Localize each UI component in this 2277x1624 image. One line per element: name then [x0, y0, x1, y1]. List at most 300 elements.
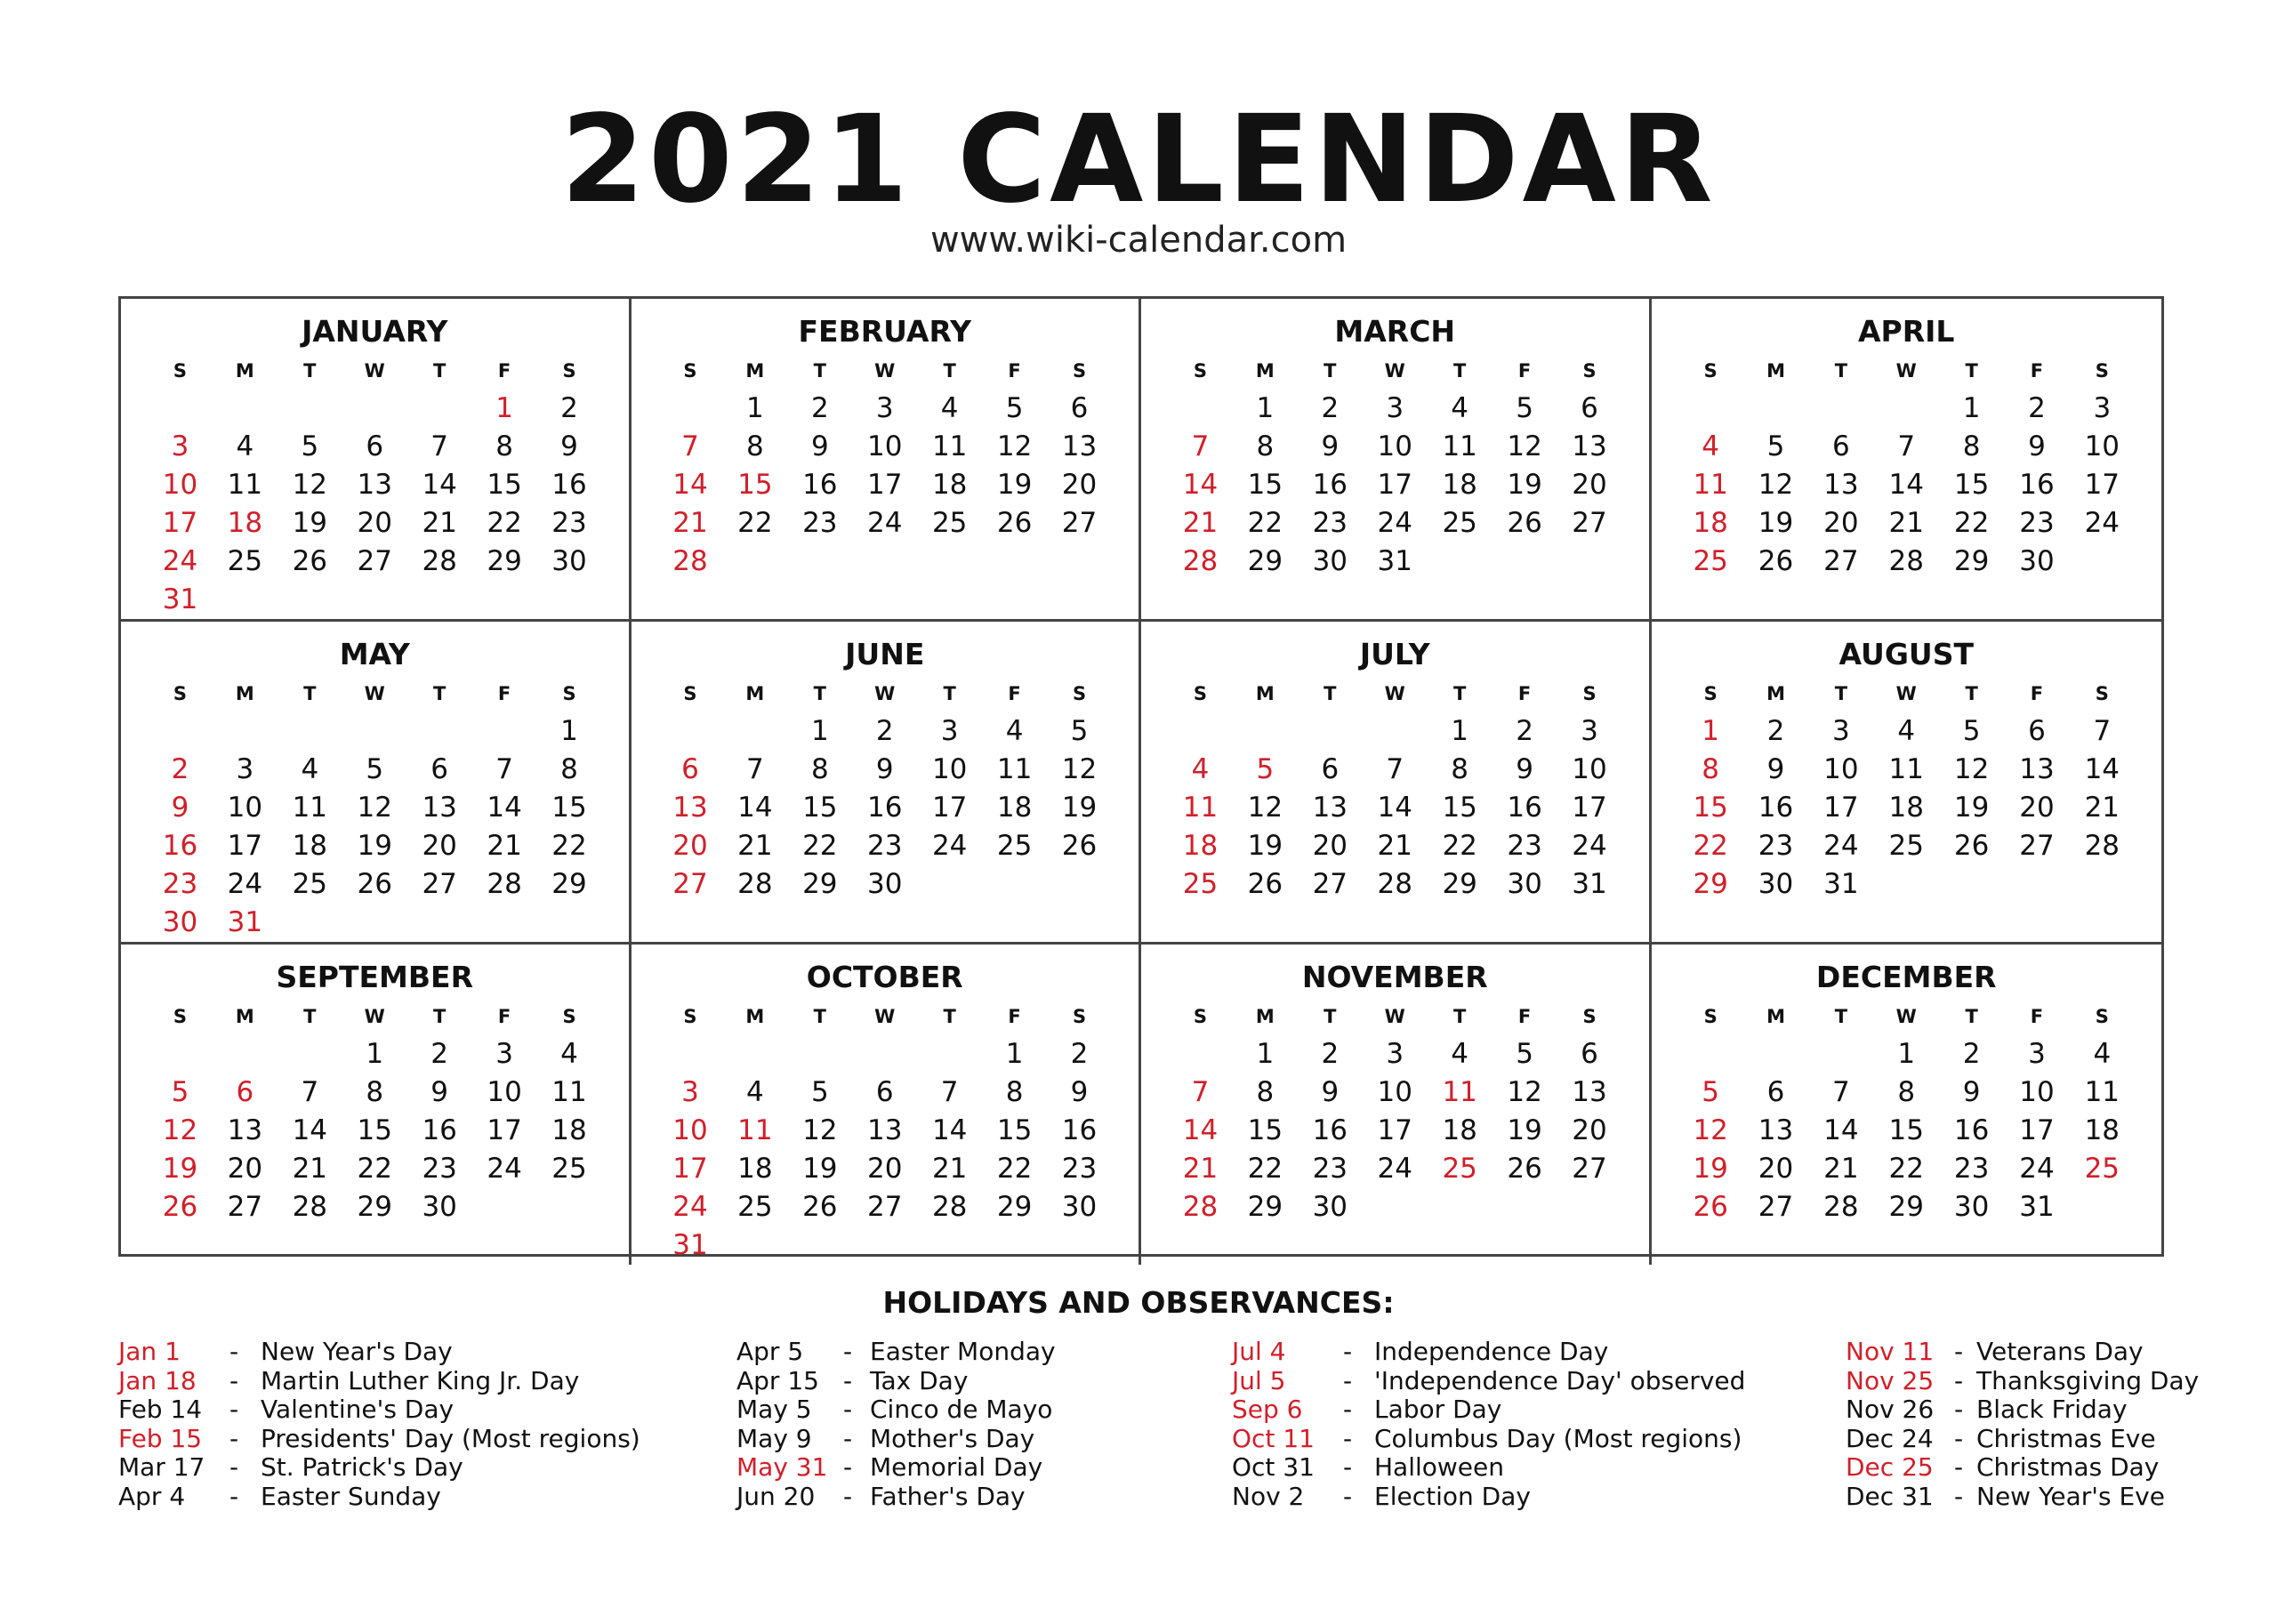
day-cell: 27 [227, 1191, 263, 1223]
week-row [148, 1150, 602, 1188]
day-cell: 10 [1377, 1076, 1412, 1108]
week-row [658, 390, 1113, 428]
weekday-label: M [745, 683, 765, 704]
month-october [632, 945, 1142, 1265]
day-cell: 16 [1061, 1114, 1098, 1146]
day-cell: 26 [1061, 830, 1098, 862]
day-cell: 21 [1823, 1153, 1859, 1185]
weekday-label: W [874, 360, 896, 382]
holiday-name: Tax Day [870, 1365, 969, 1395]
day-cell: 2 [430, 1038, 449, 1070]
holiday-name: Columbus Day (Most regions) [1374, 1423, 1742, 1453]
holiday-name: 'Independence Day' observed [1374, 1365, 1746, 1395]
holiday-name: Halloween [1374, 1452, 1505, 1482]
week-row [148, 865, 602, 904]
day-cell: 1 [560, 715, 578, 747]
day-cell: 12 [1953, 753, 1990, 785]
day-cell: 14 [422, 469, 457, 501]
day-cell: 13 [227, 1114, 263, 1146]
day-cell: 9 [810, 430, 829, 462]
weekday-label: T [1453, 360, 1467, 382]
weekday-label: W [1384, 360, 1405, 382]
day-cell: 13 [672, 792, 708, 824]
week-row [1168, 1112, 1622, 1150]
day-cell: 20 [227, 1153, 263, 1185]
holiday-item [1232, 1395, 1745, 1425]
empty-day-cell [148, 390, 213, 428]
month-december [1652, 945, 2162, 1265]
day-cell: 23 [1507, 830, 1542, 862]
week-row [148, 504, 602, 543]
week-row [1678, 1035, 2136, 1073]
empty-day-cell [1678, 1035, 1743, 1073]
day-cell: 15 [551, 792, 587, 824]
day-cell: 1 [366, 1038, 384, 1070]
day-cell: 28 [737, 868, 773, 900]
day-cell: 15 [357, 1114, 392, 1146]
day-cell: 30 [867, 868, 903, 900]
day-cell: 31 [1572, 868, 1607, 900]
day-cell: 3 [1581, 715, 1598, 747]
holiday-name: Christmas Eve [1976, 1423, 2156, 1453]
day-cell: 2 [1321, 392, 1340, 424]
weekday-label: T [433, 1006, 447, 1027]
day-cell: 18 [1888, 792, 1924, 824]
day-cell: 8 [495, 430, 513, 462]
holiday-column [118, 1338, 640, 1511]
day-cell: 19 [1247, 830, 1283, 862]
day-cell: 30 [1953, 1191, 1990, 1223]
day-cell: 29 [1247, 1191, 1283, 1223]
day-cell: 11 [931, 430, 968, 462]
empty-day-cell [472, 904, 537, 942]
week-row [148, 428, 602, 466]
day-cell: 30 [422, 1191, 457, 1223]
month-may [121, 622, 632, 945]
week-row [1168, 751, 1622, 789]
weekday-label: M [1255, 1006, 1275, 1027]
day-cell: 18 [1182, 830, 1219, 862]
empty-day-cell [1428, 543, 1493, 581]
day-cell: 20 [1572, 1114, 1607, 1146]
day-cell: 14 [672, 469, 708, 501]
weekday-label: S [1193, 1006, 1208, 1027]
day-cell: 21 [292, 1153, 328, 1185]
day-cell: 16 [162, 830, 198, 862]
empty-day-cell [1557, 1188, 1622, 1226]
empty-day-cell [278, 1035, 342, 1073]
weekday-label: F [1008, 360, 1021, 382]
day-cell: 29 [1442, 868, 1477, 900]
day-cell: 22 [737, 507, 773, 539]
day-cell: 14 [292, 1114, 328, 1146]
holiday-date: May 31 [736, 1452, 828, 1482]
day-cell: 17 [1377, 469, 1412, 501]
day-cell: 27 [1823, 545, 1859, 577]
weekday-header [148, 681, 602, 712]
empty-day-cell [407, 581, 472, 619]
day-cell: 14 [1182, 469, 1219, 501]
holiday-item [118, 1395, 640, 1425]
week-row [1678, 1188, 2136, 1226]
day-cell: 5 [1516, 392, 1533, 424]
day-cell: 22 [357, 1153, 392, 1185]
weekday-label: S [173, 1006, 188, 1027]
day-cell: 27 [422, 868, 457, 900]
week-row [1168, 1073, 1622, 1112]
week-row [1678, 1150, 2136, 1188]
day-cell: 31 [227, 906, 263, 938]
weekday-label: M [1766, 683, 1785, 704]
day-cell: 11 [227, 469, 263, 501]
day-cell: 8 [1256, 430, 1275, 462]
weekday-label: S [1072, 360, 1087, 382]
day-cell: 16 [1507, 792, 1542, 824]
day-cell: 14 [1182, 1114, 1219, 1146]
day-cell: 19 [162, 1153, 198, 1185]
weekday-header [1168, 1004, 1622, 1035]
empty-day-cell [787, 543, 852, 581]
day-cell: 13 [867, 1114, 903, 1146]
day-cell: 17 [672, 1153, 708, 1185]
weekday-header [1168, 358, 1622, 390]
day-cell: 31 [2019, 1191, 2055, 1223]
week-row [1168, 428, 1622, 466]
day-cell: 22 [1442, 830, 1477, 862]
weekday-label: F [497, 360, 511, 382]
day-cell: 26 [292, 545, 328, 577]
day-cell: 4 [301, 753, 319, 785]
day-cell: 5 [810, 1076, 829, 1108]
empty-day-cell [1047, 543, 1112, 581]
holiday-item [736, 1338, 1056, 1367]
week-row [1678, 865, 2136, 904]
empty-day-cell [1874, 390, 1939, 428]
day-cell: 15 [1888, 1114, 1924, 1146]
day-cell: 19 [802, 1153, 838, 1185]
weekday-label: S [1703, 360, 1718, 382]
day-cell: 22 [487, 507, 522, 539]
weekday-label: W [874, 683, 896, 704]
day-cell: 27 [1572, 1153, 1607, 1185]
holiday-name: Mother's Day [870, 1423, 1035, 1453]
day-cell: 28 [1182, 545, 1219, 577]
day-cell: 7 [1832, 1076, 1850, 1108]
empty-day-cell [1808, 1035, 1873, 1073]
weekday-label: T [1834, 360, 1848, 382]
week-row [658, 1035, 1113, 1073]
holiday-separator: - [842, 1423, 853, 1453]
day-cell: 7 [1897, 430, 1916, 462]
day-cell: 6 [236, 1076, 254, 1108]
week-row [1678, 428, 2136, 466]
empty-day-cell [1047, 1226, 1112, 1265]
day-cell: 20 [672, 830, 708, 862]
day-cell: 18 [737, 1153, 773, 1185]
day-cell: 21 [1377, 830, 1412, 862]
day-cell: 14 [931, 1114, 968, 1146]
week-row [148, 581, 602, 619]
day-cell: 17 [2019, 1114, 2055, 1146]
month-april [1652, 299, 2162, 622]
day-cell: 8 [1005, 1076, 1024, 1108]
day-cell: 16 [1312, 1114, 1348, 1146]
month-march [1141, 299, 1652, 622]
day-cell: 4 [746, 1076, 764, 1108]
holiday-item [1232, 1425, 1745, 1454]
holiday-date: Nov 25 [1846, 1365, 1935, 1395]
day-cell: 11 [737, 1114, 773, 1146]
holiday-separator: - [842, 1452, 853, 1482]
day-cell: 10 [931, 753, 968, 785]
day-cell: 23 [1312, 507, 1348, 539]
weekday-header [1168, 681, 1622, 712]
empty-day-cell [1168, 1035, 1233, 1073]
weekday-label: S [2095, 683, 2109, 704]
day-cell: 10 [1823, 753, 1859, 785]
day-cell: 12 [1507, 1076, 1542, 1108]
week-row [148, 712, 602, 751]
holiday-name: Cinco de Mayo [870, 1395, 1053, 1424]
holiday-name: Veterans Day [1976, 1337, 2144, 1366]
empty-day-cell [342, 712, 407, 751]
holiday-column [1232, 1338, 1745, 1511]
day-cell: 8 [1451, 753, 1469, 785]
month-name: AUGUST [1838, 637, 1974, 671]
calendar-title: 2021 CALENDAR [560, 90, 1717, 230]
weekday-label: S [1703, 1006, 1718, 1027]
weekday-label: S [1193, 683, 1208, 704]
week-row [658, 504, 1113, 543]
weekday-label: S [1072, 683, 1087, 704]
empty-day-cell [722, 712, 787, 751]
empty-day-cell [342, 390, 407, 428]
week-row [148, 390, 602, 428]
holiday-item [1232, 1338, 1745, 1367]
day-cell: 24 [867, 507, 903, 539]
day-cell: 4 [1451, 1038, 1469, 1070]
holiday-separator: - [842, 1395, 853, 1424]
day-cell: 14 [487, 792, 522, 824]
day-cell: 30 [2019, 545, 2055, 577]
day-cell: 22 [802, 830, 838, 862]
holiday-date: Nov 11 [1846, 1337, 1935, 1366]
day-cell: 14 [1888, 469, 1924, 501]
empty-day-cell [722, 543, 787, 581]
weekday-header [658, 358, 1113, 390]
day-cell: 17 [867, 469, 903, 501]
day-cell: 6 [875, 1076, 894, 1108]
weekday-label: W [1895, 683, 1917, 704]
holiday-date: Nov 26 [1846, 1395, 1935, 1424]
empty-day-cell [1939, 865, 2004, 904]
day-cell: 24 [1377, 507, 1412, 539]
day-cell: 3 [2093, 392, 2112, 424]
day-cell: 26 [1758, 545, 1794, 577]
holiday-date: Mar 17 [118, 1452, 205, 1482]
day-cell: 26 [1507, 507, 1542, 539]
weekday-label: S [1582, 360, 1597, 382]
day-cell: 10 [487, 1076, 522, 1108]
day-cell: 7 [681, 430, 699, 462]
month-name: DECEMBER [1815, 960, 1997, 994]
day-cell: 20 [357, 507, 392, 539]
day-cell: 8 [366, 1076, 384, 1108]
week-row [148, 1188, 602, 1226]
day-cell: 19 [1693, 1153, 1728, 1185]
empty-day-cell [658, 712, 723, 751]
holiday-item [1846, 1453, 2199, 1483]
day-cell: 11 [1693, 469, 1728, 501]
holiday-item [118, 1367, 640, 1396]
day-cell: 30 [1312, 545, 1348, 577]
weekday-header [658, 1004, 1113, 1035]
weekday-label: T [1965, 683, 1978, 704]
weekday-label: S [683, 1006, 697, 1027]
day-cell: 18 [292, 830, 328, 862]
day-cell: 7 [746, 753, 764, 785]
week-row [1678, 751, 2136, 789]
empty-day-cell [148, 712, 213, 751]
week-row [1168, 466, 1622, 504]
day-cell: 25 [227, 545, 263, 577]
month-name: NOVEMBER [1301, 960, 1488, 994]
day-cell: 31 [1377, 545, 1412, 577]
day-cell: 2 [1766, 715, 1785, 747]
day-cell: 27 [1061, 507, 1098, 539]
day-cell: 9 [1962, 1076, 1981, 1108]
day-cell: 11 [1442, 1076, 1477, 1108]
holiday-separator: - [1342, 1423, 1353, 1453]
day-cell: 17 [1572, 792, 1607, 824]
empty-day-cell [1678, 390, 1743, 428]
day-cell: 8 [1702, 753, 1720, 785]
day-cell: 5 [1702, 1076, 1720, 1108]
week-row [658, 1226, 1113, 1265]
weekday-label: M [745, 360, 765, 382]
week-row [148, 789, 602, 827]
empty-day-cell [407, 390, 472, 428]
week-row [148, 904, 602, 942]
day-cell: 15 [1953, 469, 1990, 501]
weekday-label: S [1193, 360, 1208, 382]
week-row [148, 1073, 602, 1112]
holiday-item [118, 1338, 640, 1367]
day-cell: 27 [2019, 830, 2055, 862]
day-cell: 22 [1693, 830, 1728, 862]
weekday-label: T [433, 360, 447, 382]
day-cell: 2 [2028, 392, 2046, 424]
holiday-name: St. Patrick's Day [261, 1452, 463, 1482]
day-cell: 26 [802, 1191, 838, 1223]
holiday-date: Jun 20 [736, 1481, 816, 1511]
weekday-label: T [303, 683, 317, 704]
holiday-date: Jan 18 [118, 1365, 197, 1395]
holiday-date: Nov 2 [1232, 1481, 1305, 1511]
week-row [1168, 1150, 1622, 1188]
holiday-separator: - [1342, 1365, 1353, 1395]
day-cell: 23 [1061, 1153, 1098, 1185]
empty-day-cell [1363, 1188, 1428, 1226]
day-cell: 7 [940, 1076, 959, 1108]
empty-day-cell [1808, 390, 1873, 428]
day-cell: 1 [810, 715, 829, 747]
day-cell: 8 [746, 430, 764, 462]
day-cell: 2 [1962, 1038, 1981, 1070]
day-cell: 16 [1758, 792, 1794, 824]
day-cell: 2 [1516, 715, 1533, 747]
website-url[interactable]: www.wiki-calendar.com [929, 220, 1348, 261]
day-cell: 25 [1442, 507, 1477, 539]
empty-day-cell [213, 390, 278, 428]
day-cell: 5 [1005, 392, 1024, 424]
weekday-label: W [1895, 1006, 1917, 1027]
month-june [632, 622, 1142, 945]
holiday-item [1846, 1395, 2199, 1425]
day-cell: 22 [1247, 507, 1283, 539]
day-cell: 5 [171, 1076, 189, 1108]
week-row [1678, 466, 2136, 504]
day-cell: 2 [560, 392, 578, 424]
day-cell: 29 [487, 545, 522, 577]
day-cell: 18 [996, 792, 1033, 824]
week-row [148, 466, 602, 504]
day-cell: 17 [1377, 1114, 1412, 1146]
holiday-date: Apr 5 [736, 1337, 804, 1366]
holiday-name: Martin Luther King Jr. Day [261, 1365, 580, 1395]
day-cell: 4 [1451, 392, 1469, 424]
day-cell: 11 [1888, 753, 1924, 785]
day-cell: 13 [1823, 469, 1859, 501]
day-cell: 12 [996, 430, 1033, 462]
day-cell: 21 [672, 507, 708, 539]
day-cell: 24 [2019, 1153, 2055, 1185]
holiday-name: Independence Day [1374, 1337, 1609, 1366]
empty-day-cell [917, 865, 982, 904]
empty-day-cell [472, 712, 537, 751]
day-cell: 12 [1247, 792, 1283, 824]
day-cell: 20 [2019, 792, 2055, 824]
week-row [658, 751, 1113, 789]
day-cell: 23 [422, 1153, 457, 1185]
day-cell: 18 [931, 469, 968, 501]
day-cell: 10 [1377, 430, 1412, 462]
holiday-name: New Year's Day [261, 1337, 453, 1366]
day-cell: 21 [487, 830, 522, 862]
week-row [1168, 789, 1622, 827]
day-cell: 9 [2028, 430, 2046, 462]
weekday-label: W [364, 683, 385, 704]
day-cell: 17 [1823, 792, 1859, 824]
holiday-separator: - [842, 1365, 853, 1395]
empty-day-cell [148, 1035, 213, 1073]
holiday-item [1846, 1425, 2199, 1454]
empty-day-cell [2004, 865, 2069, 904]
day-cell: 3 [940, 715, 959, 747]
day-cell: 16 [1312, 469, 1348, 501]
day-cell: 18 [227, 507, 263, 539]
week-row [148, 1112, 602, 1150]
day-cell: 6 [1321, 753, 1340, 785]
day-cell: 9 [1516, 753, 1533, 785]
holiday-item [736, 1395, 1056, 1425]
week-row [658, 466, 1113, 504]
week-row [658, 543, 1113, 581]
weekday-label: T [943, 683, 956, 704]
month-name: FEBRUARY [798, 314, 971, 349]
week-row [148, 543, 602, 581]
day-cell: 25 [1888, 830, 1924, 862]
